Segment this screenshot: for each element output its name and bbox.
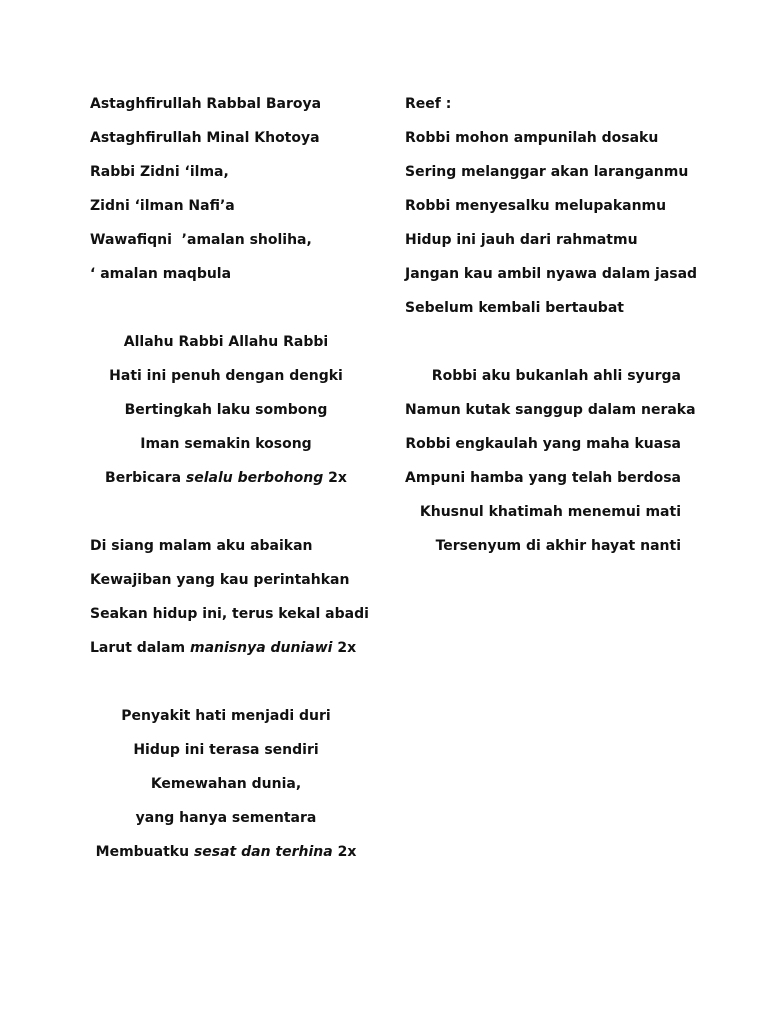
lyric-line: Hidup ini terasa sendiri — [133, 742, 319, 758]
left-stanza-4 — [90, 706, 362, 876]
lyric-line — [90, 468, 362, 502]
lyric-line: Khusnul khatimah menemui mati — [419, 504, 681, 520]
lyric-line: Robbi aku bukanlah ahli syurga — [431, 368, 681, 384]
reef-label: Reef : — [405, 96, 452, 112]
lyric-line: Sebelum kembali bertaubat — [405, 300, 624, 316]
lyric-line: Tersenyum di akhir hayat nanti — [435, 538, 681, 554]
right-stanza-2 — [405, 366, 696, 570]
lyric-line: Kemewahan dunia, — [150, 776, 302, 792]
right-column — [405, 94, 698, 570]
lyric-line — [90, 638, 362, 672]
right-stanza-1 — [405, 128, 698, 332]
lyric-italic-text: sesat dan terhina — [193, 844, 333, 860]
lyric-line: ‘ amalan maqbula — [90, 266, 232, 282]
stanza-gap — [90, 298, 362, 332]
left-stanza-2 — [90, 332, 362, 502]
lyric-line: Hidup ini jauh dari rahmatmu — [405, 232, 638, 248]
lyric-line: Ampuni hamba yang telah berdosa — [405, 470, 681, 486]
lyric-text: Membuatku — [95, 844, 194, 860]
lyric-italic-text: manisnya duniawi — [189, 640, 333, 656]
lyric-italic-text: selalu berbohong — [185, 470, 324, 486]
lyric-line: Kewajiban yang kau perintahkan — [90, 572, 350, 588]
lyric-text: Larut dalam — [90, 640, 190, 656]
stanza-gap — [90, 672, 362, 706]
lyric-line: Zidni ‘ilman Nafi’a — [90, 198, 235, 214]
left-stanza-1 — [90, 94, 362, 298]
lyric-line: Namun kutak sanggup dalam neraka — [405, 402, 696, 418]
lyric-line: Di siang malam aku abaikan — [90, 538, 313, 554]
lyric-line: Sering melanggar akan laranganmu — [405, 164, 689, 180]
repeat-marker: 2x — [332, 844, 357, 860]
lyric-line: Astaghfirullah Rabbal Baroya — [90, 96, 322, 112]
lyric-line — [90, 842, 362, 876]
lyric-line: Wawafiqni ’amalan sholiha, — [90, 232, 312, 248]
lyric-line: Robbi menyesalku melupakanmu — [405, 198, 667, 214]
stanza-gap — [405, 332, 681, 366]
lyric-text: Berbicara — [105, 470, 186, 486]
lyric-line: Jangan kau ambil nyawa dalam jasad — [405, 266, 698, 282]
lyric-line: Allahu Rabbi Allahu Rabbi — [123, 334, 329, 350]
lyric-line: yang hanya sementara — [135, 810, 317, 826]
lyric-line: Robbi engkaulah yang maha kuasa — [405, 436, 681, 452]
lyric-line: Bertingkah laku sombong — [124, 402, 328, 418]
lyric-line: Hati ini penuh dengan dengki — [109, 368, 343, 384]
lyric-line: Seakan hidup ini, terus kekal abadi — [90, 606, 369, 622]
lyric-line: Penyakit hati menjadi duri — [121, 708, 331, 724]
lyric-line: Astaghfirullah Minal Khotoya — [90, 130, 320, 146]
repeat-marker: 2x — [323, 470, 347, 486]
repeat-marker: 2x — [332, 640, 357, 656]
lyric-line: Robbi mohon ampunilah dosaku — [405, 130, 659, 146]
left-column — [90, 94, 369, 876]
lyric-line: Iman semakin kosong — [140, 436, 312, 452]
left-stanza-3 — [90, 536, 369, 672]
lyric-line: Rabbi Zidni ‘ilma, — [90, 164, 229, 180]
stanza-gap — [90, 502, 362, 536]
